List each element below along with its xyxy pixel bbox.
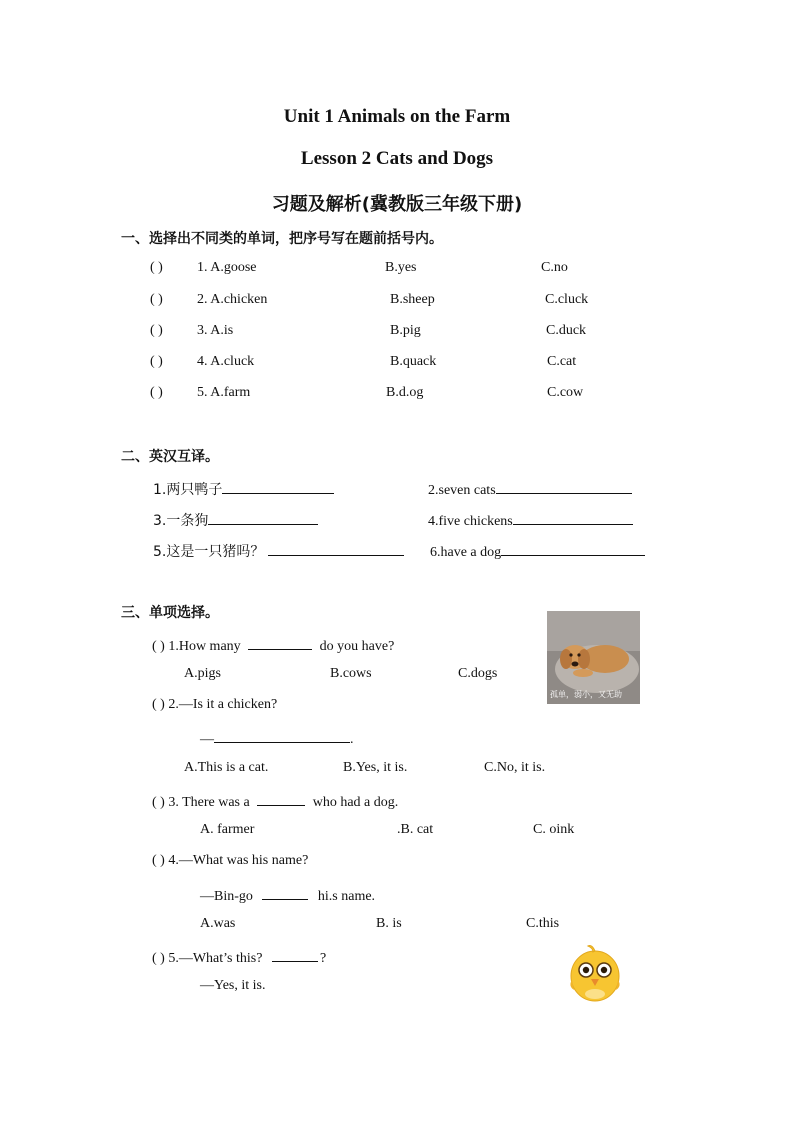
mc-question-2 <box>152 697 277 713</box>
title-lesson: Lesson 2 Cats and Dogs <box>300 148 494 169</box>
answer-blank[interactable] <box>222 479 334 494</box>
option-b: B. is <box>376 916 402 931</box>
question-text: 4.—What was his name? <box>168 853 309 868</box>
period: . <box>350 732 354 747</box>
option-c: C.dogs <box>458 666 498 681</box>
option-c: C. oink <box>533 822 575 837</box>
mc-question-4 <box>152 853 308 869</box>
list-item-option-c: C.duck <box>546 323 587 338</box>
option-c: C.No, it is. <box>484 760 546 775</box>
title-subtitle: 习题及解析(冀教版三年级下册) <box>271 194 523 215</box>
section2-heading: 二、英汉互译。 <box>121 449 219 465</box>
question-text: 2.—Is it a chicken? <box>168 697 278 712</box>
section1-heading: 一、选择出不同类的单词，把序号写在题前括号内。 <box>121 231 443 247</box>
list-item-question: 3. A.is <box>197 323 234 338</box>
option-b: .B. cat <box>397 822 434 837</box>
list-item-option-b: B.sheep <box>390 292 435 307</box>
answer-bracket[interactable]: ( ) <box>152 795 165 810</box>
list-item-option-b: B.pig <box>390 323 421 338</box>
chick-icon <box>568 942 622 1004</box>
answer-blank[interactable] <box>513 510 633 525</box>
answer-blank[interactable] <box>496 479 632 494</box>
question-text: who had a dog. <box>312 795 399 810</box>
question-text: —Bin-go <box>200 889 253 904</box>
answer-blank[interactable] <box>208 510 318 525</box>
translation-prompt: 3.一条狗 <box>153 513 209 529</box>
mc-question-5 <box>152 947 326 967</box>
translation-item-6 <box>430 541 645 561</box>
translation-item-1 <box>153 479 334 499</box>
list-item-bracket: ( ) <box>150 385 163 400</box>
answer-blank[interactable] <box>262 885 308 900</box>
translation-prompt: 1.两只鸭子 <box>153 482 223 498</box>
translation-item-3 <box>153 510 318 530</box>
list-item-bracket: ( ) <box>150 292 163 307</box>
answer-line: —Yes, it is. <box>200 978 266 993</box>
question-mark: ? <box>319 951 327 966</box>
title-unit: Unit 1 Animals on the Farm <box>283 106 511 127</box>
question-text: 3. There was a <box>168 795 250 810</box>
option-c: C.this <box>526 916 560 931</box>
translation-item-2 <box>428 479 632 499</box>
answer-blank[interactable] <box>248 635 312 650</box>
list-item-option-b: B.d.og <box>386 385 424 400</box>
photo-caption: 孤单，弱小，又无助 <box>550 690 622 699</box>
question-text: do you have? <box>319 639 395 654</box>
option-a: A.was <box>200 916 236 931</box>
question-text: 1.How many <box>168 639 241 654</box>
translation-item-4 <box>428 510 633 530</box>
list-item-option-c: C.no <box>541 260 568 275</box>
answer-line <box>200 885 375 905</box>
list-item-question: 4. A.cluck <box>197 354 255 369</box>
section3-heading: 三、单项选择。 <box>121 605 219 621</box>
question-text: 5.—What’s this? <box>168 951 263 966</box>
option-a: A.This is a cat. <box>184 760 269 775</box>
option-b: B.Yes, it is. <box>343 760 408 775</box>
list-item-option-b: B.yes <box>385 260 417 275</box>
translation-prompt: 4.five chickens <box>428 514 513 529</box>
translation-prompt: 2.seven cats <box>428 483 496 498</box>
list-item-bracket: ( ) <box>150 354 163 369</box>
dash: — <box>200 732 214 747</box>
mc-question-3 <box>152 791 398 811</box>
translation-prompt: 6.have a dog <box>430 545 502 560</box>
mc-question-1 <box>152 635 394 655</box>
list-item-option-c: C.cat <box>547 354 577 369</box>
list-item-question: 2. A.chicken <box>197 292 268 307</box>
list-item-option-c: C.cow <box>547 385 584 400</box>
option-a: A. farmer <box>200 822 255 837</box>
option-a: A.pigs <box>184 666 221 681</box>
answer-blank[interactable] <box>272 947 318 962</box>
translation-prompt: 5.这是一只猪吗？ <box>153 544 265 560</box>
answer-line <box>200 728 354 748</box>
list-item-bracket: ( ) <box>150 260 163 275</box>
answer-bracket[interactable]: ( ) <box>152 951 165 966</box>
answer-bracket[interactable]: ( ) <box>152 639 165 654</box>
answer-blank[interactable] <box>214 728 350 743</box>
answer-bracket[interactable]: ( ) <box>152 853 165 868</box>
list-item-question: 1. A.goose <box>197 260 257 275</box>
option-b: B.cows <box>330 666 372 681</box>
list-item-option-b: B.quack <box>390 354 437 369</box>
puppy-photo <box>547 611 640 704</box>
list-item-bracket: ( ) <box>150 323 163 338</box>
list-item-option-c: C.cluck <box>545 292 589 307</box>
list-item-question: 5. A.farm <box>197 385 251 400</box>
answer-blank[interactable] <box>268 541 404 556</box>
answer-blank[interactable] <box>501 541 645 556</box>
translation-item-5 <box>153 541 404 561</box>
answer-bracket[interactable]: ( ) <box>152 697 165 712</box>
answer-blank[interactable] <box>257 791 305 806</box>
question-text: hi.s name. <box>317 889 376 904</box>
